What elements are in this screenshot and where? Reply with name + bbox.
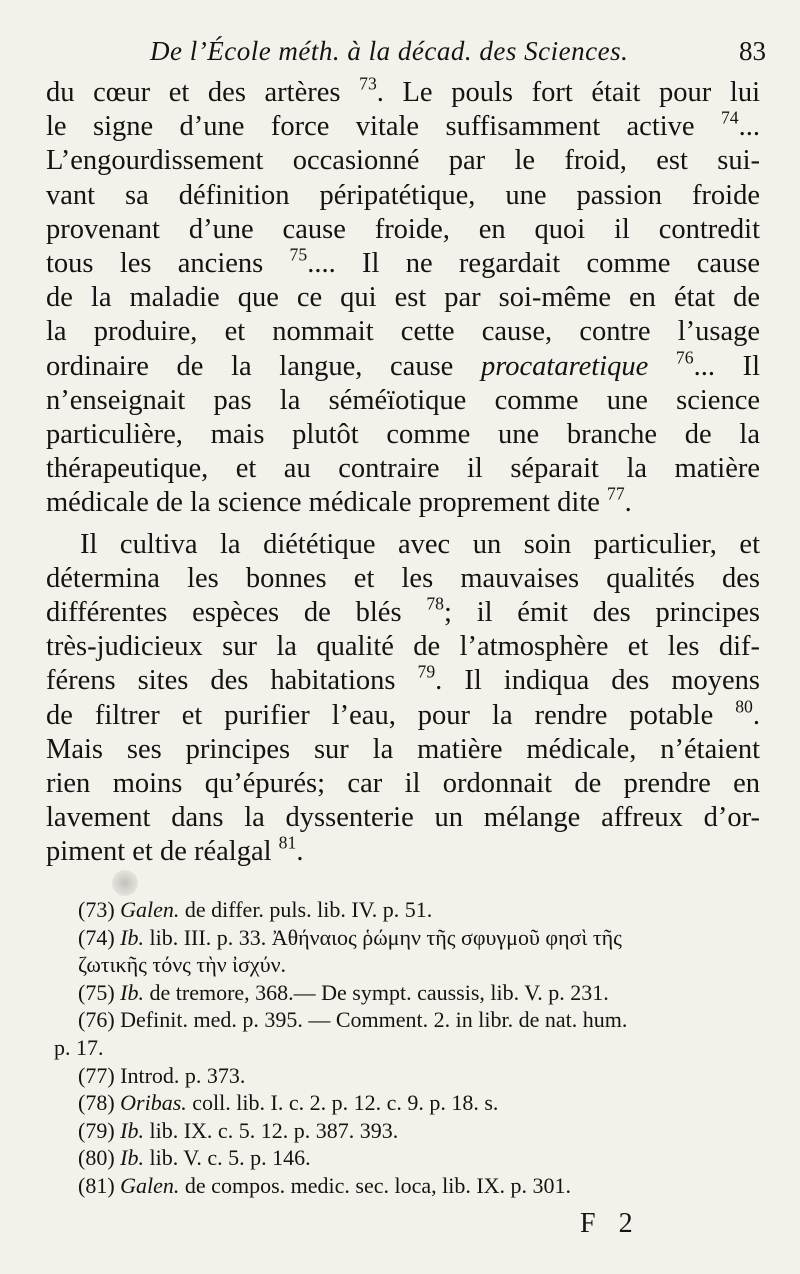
footnote-text: de tremore, 368.— De sympt. caussis, lib. V. p. 231. [143,979,609,1005]
footnote [54,1117,766,1145]
text-line [46,767,760,801]
text-segment: la produire, et nommait cette cause, contre l’usage [46,316,760,348]
text-line [46,73,760,110]
text-line [46,281,760,315]
footnotes [54,896,766,1200]
text-segment: de filtrer et purifier l’eau, pour la rendre potable [46,699,736,731]
footnote-text: lib. IX. c. 5. 12. p. 387. 393. [143,1117,399,1143]
text-line [46,733,760,767]
footnote-number: (74) [78,924,121,950]
text-segment: . [296,836,304,868]
footnote-text: ζωτικῆς τόνς τὴν ἰσχύν. [78,952,287,978]
text-line [46,483,760,520]
note-reference: 75 [289,244,308,265]
text-segment: . Le pouls fort était pour lui [376,77,760,108]
text-segment: .... Il ne regardait comme cause [307,248,760,280]
footnote [54,1062,766,1090]
text-segment: vant sa définition péripatétique, une passion froide [46,179,760,211]
footnote-number: (76) [78,1007,121,1033]
footnote-source: Ib. [120,1145,144,1171]
paragraph-2 [46,528,760,870]
text-line [46,528,760,562]
footnote-source: Ib. [120,924,144,950]
footnote-number: (79) [78,1117,121,1143]
footnote [54,1006,766,1034]
text-segment: provenant d’une cause froide, en quoi il contredit [46,213,760,245]
text-segment: Mais ses principes sur la matière médicale, n’étaient [46,733,760,765]
text-segment: ; il émit des principes [443,597,760,629]
footnote-text: Definit. med. p. 395. — Comment. 2. in libr. de nat. hum. [120,1007,628,1033]
footnote [54,979,766,1007]
text-segment: . [752,699,760,731]
text-line [46,347,760,384]
note-reference: 74 [720,107,739,128]
footnote-text: lib. V. c. 5. p. 146. [143,1145,311,1171]
text-segment: piment et de réalgal [46,836,279,868]
text-segment: tous les anciens [46,248,290,280]
text-segment: . [624,487,632,519]
text-segment: férens sites des habitations [46,665,418,697]
footnote-number: (81) [78,1172,121,1198]
text-segment: n’enseignait pas la séméïotique comme une science [46,384,760,416]
text-line [46,179,760,213]
footnote-text: de compos. medic. sec. loca, lib. IX. p. 301. [179,1172,572,1198]
text-segment: le signe d’une force vitale suffisamment active [46,111,721,143]
note-reference: 80 [735,696,753,717]
page-number: 83 [739,36,766,66]
text-line [46,832,760,869]
note-reference: 79 [417,661,436,682]
footnote [54,1034,766,1062]
text-line [46,418,760,452]
paragraph-1 [46,73,760,521]
text-segment: ... [738,111,760,143]
text-segment: . Il indiqua des moyens [435,665,760,697]
text-segment [648,351,676,382]
footnote-number: (77) [78,1062,121,1088]
text-line [46,630,760,664]
text-line [46,593,760,630]
note-reference: 81 [278,832,297,853]
text-segment: du cœur et des artères [46,77,360,108]
text-line [46,452,760,486]
text-line [46,801,760,835]
footnote-number: (80) [78,1145,121,1171]
footnote [54,896,766,924]
text-segment: ordinaire de la langue, cause [46,350,481,382]
text-line [46,144,760,178]
text-line [46,244,760,281]
text-line [46,661,760,698]
text-segment: thérapeutique, et au contraire il séparait la matière [46,453,760,485]
page-header [0,36,800,76]
note-reference: 78 [426,593,444,614]
italic-term: procataretique [480,350,649,382]
text-segment: différentes espèces de blés [46,597,427,629]
text-segment: détermina les bonnes et les mauvaises qualités des [46,562,760,594]
footnote [54,1172,766,1200]
text-segment: de la maladie que ce qui est par soi-même en état de [46,282,760,314]
text-line [46,696,760,733]
signature-mark: F 2 [580,1208,641,1239]
footnote-source: Ib. [120,1117,144,1143]
footnote-text: de differ. puls. lib. IV. p. 51. [179,897,433,922]
text-segment: médicale de la science médicale proprement dite [46,487,608,519]
text-segment: lavement dans la dyssenterie un mélange affreux d’or- [46,802,760,834]
running-title: De l’École méth. à la décad. des Sciences. [150,36,629,66]
footnote [54,1144,766,1172]
text-segment: ... Il [693,350,760,382]
footnote [54,1089,766,1117]
ink-smudge [112,870,138,896]
text-line [46,384,760,418]
footnote-source: Galen. [120,1172,180,1198]
text-line [46,213,760,247]
text-line [46,107,760,144]
note-reference: 76 [675,347,694,368]
footnote-source: Galen. [120,897,180,922]
text-segment: très-judicieux sur la qualité de l’atmosphère et les dif- [46,631,760,663]
body-text [46,73,760,870]
footnote-number: (75) [78,979,121,1005]
text-segment: L’engourdissement occasionné par le froid, est sui- [46,145,760,177]
footnote-text: lib. III. p. 33. Ἀθήναιος ῥώμην τῆς σφυγμοῦ φησὶ τῆς [143,924,622,950]
text-line [46,315,760,349]
note-reference: 77 [607,483,625,504]
footnote-text: p. 17. [54,1034,104,1060]
footnote [54,951,766,979]
text-line [46,562,760,596]
footnote [54,924,766,952]
note-reference: 73 [359,73,377,94]
footnote-text: coll. lib. I. c. 2. p. 12. c. 9. p. 18. s. [186,1090,499,1116]
footnote-number: (78) [78,1090,121,1116]
footnote-number: (73) [78,897,121,922]
text-segment: Il cultiva la diététique avec un soin particulier, et [80,528,760,560]
footnote-text: Introd. p. 373. [120,1062,246,1088]
footnote-source: Oribas. [120,1090,187,1116]
text-segment: particulière, mais plutôt comme une branche de la [46,419,760,451]
footnote-source: Ib. [120,979,144,1005]
text-segment: rien moins qu’épurés; car il ordonnait de prendre en [46,768,760,800]
